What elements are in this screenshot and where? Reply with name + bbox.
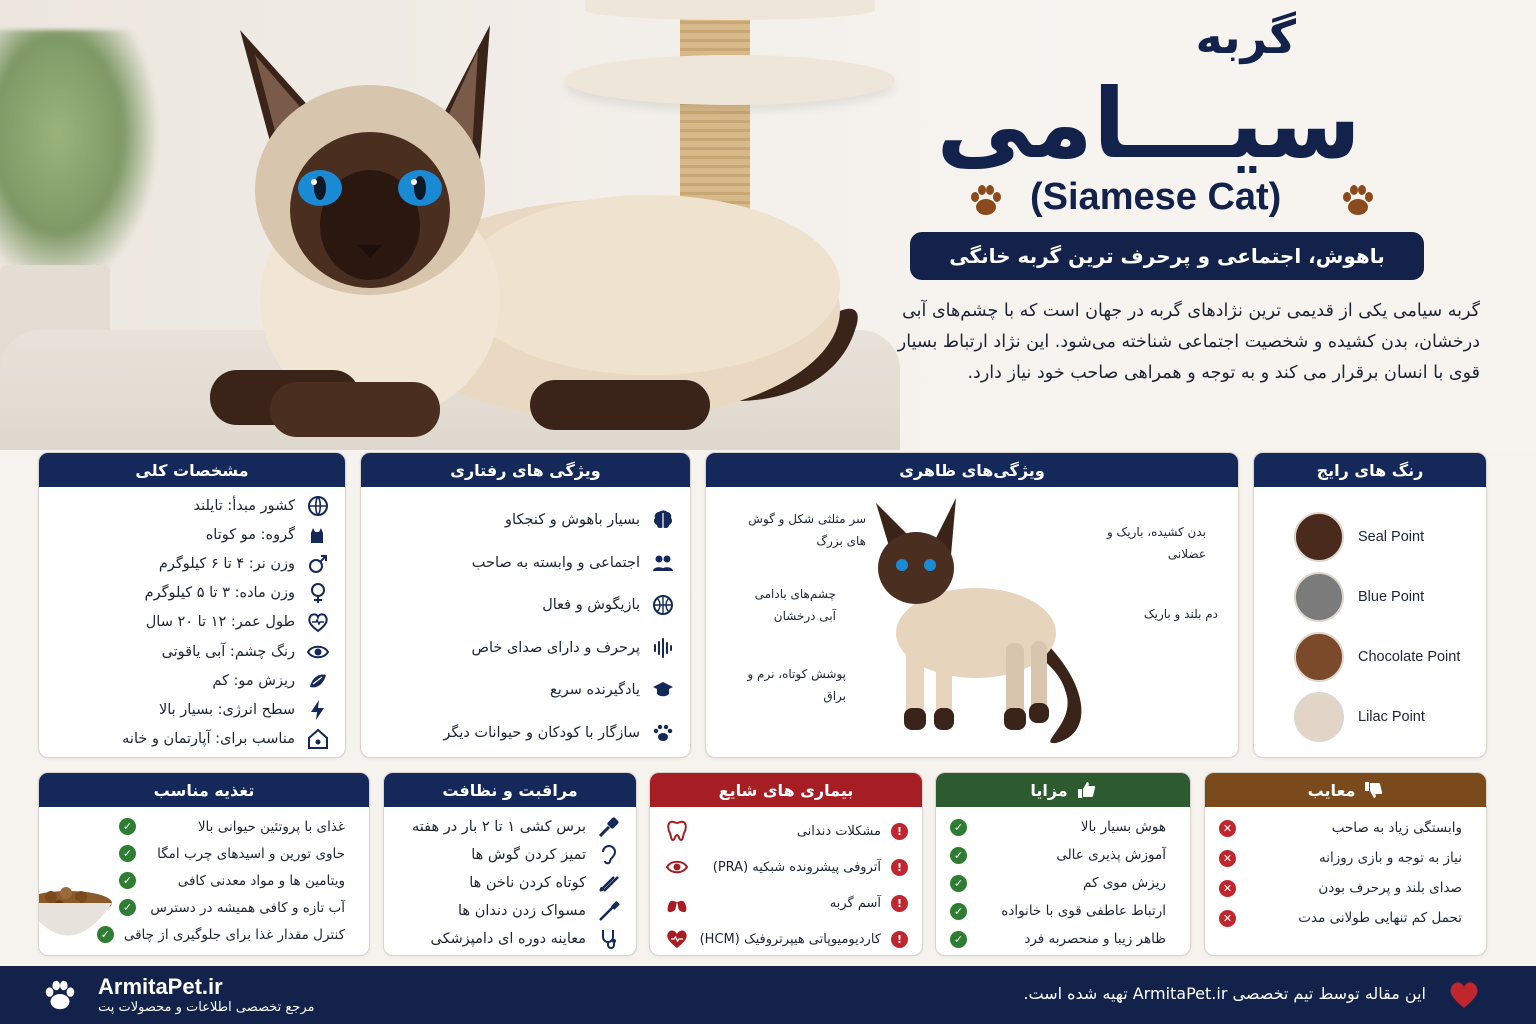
list-item-label: برس کشی ۱ تا ۲ بار در هفته — [411, 819, 586, 835]
label-head: سر مثلثی شکل و گوش های بزرگ — [748, 512, 866, 548]
nail-clipper-icon — [596, 870, 622, 896]
people-icon — [650, 550, 676, 576]
eye-icon — [664, 854, 690, 880]
list-item-label: کنترل مقدار غذا برای جلوگیری از چاقی — [123, 926, 345, 943]
card-header — [706, 453, 1238, 487]
title-top: گربه — [1195, 10, 1296, 64]
list-item — [664, 813, 908, 849]
color-name: Chocolate Point — [1358, 649, 1461, 665]
card-nutrition — [38, 772, 370, 956]
list-item — [398, 813, 622, 841]
list-item-label: ارتباط عاطفی قوی با خانواده — [1001, 903, 1166, 919]
list-item — [950, 925, 1176, 953]
card-header — [1205, 773, 1486, 807]
general-specs-list — [39, 487, 345, 754]
list-item-label: آب تازه و کافی همیشه در دسترس — [150, 899, 345, 916]
color-name: Lilac Point — [1358, 709, 1425, 725]
check-icon: ✓ — [950, 875, 967, 892]
list-item — [53, 579, 331, 608]
card-header — [39, 453, 345, 487]
heart-icon — [1448, 980, 1480, 1010]
list-item-label: آموزش پذیری عالی — [1056, 847, 1166, 863]
care-list — [384, 807, 636, 953]
list-item — [53, 725, 331, 754]
list-item-label: پرحرف و دارای صدای خاص — [471, 639, 640, 656]
color-swatch — [1294, 572, 1344, 622]
list-item — [53, 520, 331, 549]
list-item-label: کاردیومیوپاتی هیپرتروفیک (HCM) — [699, 931, 881, 947]
card-title: ویژگی های رفتاری — [450, 460, 601, 480]
card-header — [1254, 453, 1486, 487]
tooth-icon — [664, 818, 690, 844]
list-item-label: سطح انرژی: بسیار بالا — [158, 701, 295, 718]
list-item-label: ریزش موی کم — [1083, 875, 1166, 891]
list-item-label: وزن نر: ۴ تا ۶ کیلوگرم — [158, 555, 295, 572]
list-item — [664, 885, 908, 921]
list-item-label: وابستگی زیاد به صاحب — [1331, 820, 1462, 836]
brush-icon — [596, 814, 622, 840]
list-item — [375, 542, 676, 585]
card-title: مزایا — [1030, 780, 1068, 800]
color-swatch — [1294, 632, 1344, 682]
list-item — [664, 849, 908, 885]
list-item-label: کوتاه کردن ناخن ها — [469, 875, 586, 891]
list-item — [53, 491, 331, 520]
footer-brand-link[interactable]: ArmitaPet.ir — [98, 974, 223, 999]
card-title: مراقبت و نظافت — [442, 780, 578, 800]
check-icon: ✓ — [119, 818, 136, 835]
list-item — [950, 841, 1176, 869]
alert-icon: ! — [891, 895, 908, 912]
lungs-icon — [664, 890, 690, 916]
card-header — [936, 773, 1190, 807]
intro-paragraph: گربه سیامی یکی از قدیمی ترین نژادهای گربه در جهان است که با چشم‌های آبی درخشان، بدن کشیده و شخصیت اجتماعی شناخته می‌شود. این نژاد ارتباط بسیار قوی با انسان برقرار می کند و به توجه و همراهی صاحب خود نیاز دارد. — [897, 301, 1480, 383]
footer-subtitle: مرجع تخصصی اطلاعات و محصولات پت — [98, 1000, 315, 1015]
cat-icon — [305, 522, 331, 548]
list-item-label: یادگیرنده سریع — [550, 682, 640, 699]
brain-icon — [650, 507, 676, 533]
color-swatch — [1294, 692, 1344, 742]
card-header — [384, 773, 636, 807]
heart-icon — [664, 926, 690, 952]
list-item-label: ویتامین ها و مواد معدنی کافی — [177, 872, 345, 889]
tagline-banner: باهوش، اجتماعی و پرحرف ترین گربه خانگی — [910, 232, 1424, 280]
list-item-label: طول عمر: ۱۲ تا ۲۰ سال — [145, 614, 295, 631]
list-item — [100, 921, 355, 948]
toothbrush-icon — [596, 898, 622, 924]
list-item-label: تمیز کردن گوش ها — [471, 847, 586, 863]
alert-icon: ! — [891, 859, 908, 876]
sound-icon — [650, 635, 676, 661]
list-item — [664, 921, 908, 956]
card-behavior — [360, 452, 691, 758]
list-item — [398, 925, 622, 953]
list-item-label: بسیار باهوش و کنجکاو — [505, 512, 640, 529]
list-item — [375, 712, 676, 755]
color-name: Blue Point — [1358, 589, 1425, 605]
card-header — [650, 773, 922, 807]
check-icon: ✓ — [950, 903, 967, 920]
list-item-label: وزن ماده: ۳ تا ۵ کیلوگرم — [144, 585, 295, 602]
list-item — [375, 499, 676, 542]
card-title: مشخصات کلی — [135, 460, 249, 480]
list-item — [53, 637, 331, 666]
cross-icon: ✕ — [1219, 880, 1236, 897]
label-body: بدن کشیده، باریک و عضلانی — [1106, 525, 1206, 561]
globe-icon — [305, 493, 331, 519]
list-item-label: نیاز به توجه و بازی روزانه — [1318, 850, 1462, 866]
colors-list — [1254, 487, 1486, 747]
card-general-specs — [38, 452, 346, 758]
card-appearance — [705, 452, 1239, 758]
ball-icon — [650, 592, 676, 618]
food-bowl-image — [38, 873, 116, 953]
list-item-label: ریزش مو: کم — [212, 672, 295, 689]
behavior-list — [361, 487, 690, 754]
list-item — [375, 669, 676, 712]
lightning-icon — [305, 697, 331, 723]
list-item-label: تحمل کم تنهایی طولانی مدت — [1298, 910, 1462, 926]
check-icon: ✓ — [950, 819, 967, 836]
paw-icon — [1338, 180, 1378, 220]
alert-icon: ! — [891, 931, 908, 948]
list-item — [53, 666, 331, 695]
male-icon — [305, 551, 331, 577]
thumbs-up-icon — [1076, 780, 1096, 800]
list-item — [1219, 873, 1472, 903]
footer — [0, 966, 1536, 1024]
check-icon: ✓ — [950, 847, 967, 864]
plant-decoration — [0, 30, 160, 290]
label-tail: دم بلند و باریک — [1143, 607, 1218, 621]
list-item — [119, 867, 355, 894]
color-item — [1294, 627, 1486, 687]
house-icon — [305, 726, 331, 752]
list-item-label: رنگ چشم: آبی یاقوتی — [161, 643, 295, 660]
list-item-label: گروه: مو کوتاه — [205, 526, 295, 543]
list-item — [119, 840, 355, 867]
paw-icon — [650, 720, 676, 746]
paw-logo-icon — [40, 976, 80, 1014]
label-coat: پوشش کوتاه، نرم و براق — [747, 667, 846, 703]
color-item — [1294, 567, 1486, 627]
ear-icon — [596, 842, 622, 868]
thumbs-down-icon — [1363, 780, 1383, 800]
list-item — [1219, 903, 1472, 933]
page-title: سیـــامی — [936, 68, 1361, 180]
heart-pulse-icon — [305, 609, 331, 635]
list-item-label: ظاهر زیبا و منحصربه فرد — [1024, 931, 1166, 947]
list-item-label: مشکلات دندانی — [796, 823, 881, 839]
cons-list — [1205, 807, 1486, 933]
pros-list — [936, 807, 1190, 953]
list-item-label: غذای با پروتئین حیوانی بالا — [197, 818, 345, 835]
card-diseases — [649, 772, 923, 956]
list-item — [398, 869, 622, 897]
list-item — [398, 897, 622, 925]
card-colors — [1253, 452, 1487, 758]
cross-icon: ✕ — [1219, 820, 1236, 837]
list-item — [53, 608, 331, 637]
list-item-label: اجتماعی و وابسته به صاحب — [471, 554, 640, 571]
list-item — [1219, 813, 1472, 843]
cross-icon: ✕ — [1219, 910, 1236, 927]
list-item-label: مناسب برای: آپارتمان و خانه — [122, 731, 295, 748]
label-eyes: چشم‌های بادامی آبی درخشان — [754, 587, 836, 623]
list-item — [1219, 843, 1472, 873]
list-item-label: مسواک زدن دندان ها — [458, 903, 586, 919]
card-title: معایب — [1307, 780, 1356, 800]
list-item-label: حاوی تورین و اسیدهای چرب امگا — [157, 845, 345, 862]
stethoscope-icon — [596, 926, 622, 952]
card-title: ویژگی‌های ظاهری — [899, 460, 1045, 480]
list-item — [950, 869, 1176, 897]
paw-icon — [966, 180, 1006, 220]
fur-icon — [305, 668, 331, 694]
card-title: بیماری های شایع — [718, 780, 854, 800]
list-item — [53, 549, 331, 578]
list-item — [53, 695, 331, 724]
diseases-list — [650, 807, 922, 956]
check-icon: ✓ — [950, 931, 967, 948]
color-item — [1294, 687, 1486, 747]
color-swatch — [1294, 512, 1344, 562]
list-item-label: سازگار با کودکان و حیوانات دیگر — [443, 724, 640, 741]
list-item-label: کشور مبدأ: تایلند — [193, 497, 295, 514]
list-item-label: معاینه دوره ای دامپزشکی — [430, 931, 586, 947]
list-item — [375, 584, 676, 627]
cross-icon: ✕ — [1219, 850, 1236, 867]
list-item-label: بازیگوش و فعال — [542, 597, 640, 614]
card-cons — [1204, 772, 1487, 956]
female-icon — [305, 580, 331, 606]
alert-icon: ! — [891, 823, 908, 840]
siamese-cat-hero-image — [180, 10, 870, 450]
list-item — [119, 813, 355, 840]
list-item-label: آتروفی پیشرونده شبکیه (PRA) — [712, 859, 881, 875]
eye-icon — [305, 639, 331, 665]
card-pros — [935, 772, 1191, 956]
list-item — [119, 894, 355, 921]
list-item-label: آسم گربه — [829, 895, 881, 911]
color-item — [1294, 507, 1486, 567]
card-header — [361, 453, 690, 487]
list-item-label: صدای بلند و پرحرف بودن — [1318, 880, 1462, 896]
check-icon: ✓ — [97, 926, 114, 943]
check-icon: ✓ — [119, 872, 136, 889]
card-care — [383, 772, 637, 956]
list-item — [375, 627, 676, 670]
check-icon: ✓ — [119, 899, 136, 916]
title-english: (Siamese Cat) — [1030, 176, 1282, 218]
list-item — [950, 813, 1176, 841]
standing-cat-image — [856, 493, 1116, 753]
list-item — [950, 897, 1176, 925]
footer-note: این مقاله توسط تیم تخصصی ArmitaPet.ir تهیه شده است. — [1023, 984, 1426, 1003]
card-title: تغذیه مناسب — [153, 780, 255, 800]
card-title: رنگ های رایج — [1316, 460, 1424, 480]
list-item-label: هوش بسیار بالا — [1080, 819, 1166, 835]
color-name: Seal Point — [1358, 529, 1425, 545]
check-icon: ✓ — [119, 845, 136, 862]
list-item — [398, 841, 622, 869]
card-header — [39, 773, 369, 807]
graduation-cap-icon — [650, 677, 676, 703]
